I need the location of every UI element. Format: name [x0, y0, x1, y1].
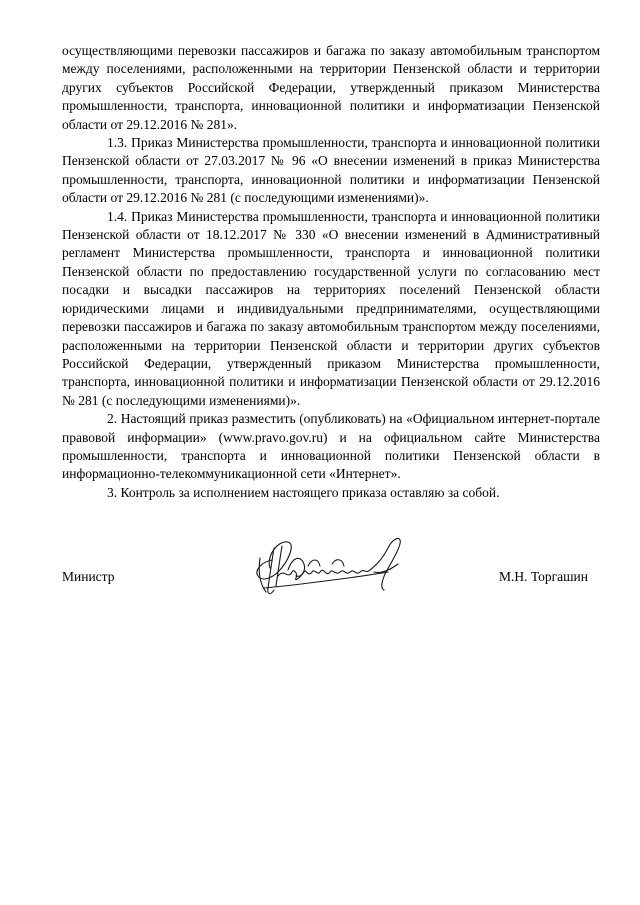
- signature-row: [62, 568, 600, 598]
- document-body: [62, 42, 600, 502]
- paragraph-continuation: осуществляющими перевозки пассажиров и багажа по заказу автомобильным транспортом между поселениями, расположенными на территории Пензенской области и территории других субъектов Российской Федерации, утвержденный приказом Министерства промышленности, транспорта, инновационной политики и информатизации Пензенской области от 29.12.2016 № 281».: [62, 43, 600, 132]
- paragraph-1-4: 1.4. Приказ Министерства промышленности, транспорта и инновационной политики Пензенской области от 18.12.2017 № 330 «О внесении изменений в Административный регламент Министерства промышленности, транспорта и инновационной политики Пензенской области по предоставлению государственной услуги по согласованию мест посадки и высадки пассажиров на территориях поселений Пензенской области юридическими лицами и индивидуальными предпринимателями, осуществляющими перевозки пассажиров и багажа по заказу автомобильным транспортом между поселениями, расположенными на территории Пензенской области и территории других субъектов Российской Федерации, утвержденный приказом Министерства промышленности, транспорта, инновационной политики и информатизации Пензенской области от 29.12.2016 № 281 (с последующими изменениями)».: [62, 208, 600, 408]
- signatory-title: Министр: [62, 569, 115, 584]
- paragraph-2: 2. Настоящий приказ разместить (опубликовать) на «Официальном интернет-портале правовой информации» (www.pravo.gov.ru) и на официальном сайте Министерства промышленности, транспорта и инновационной политики Пензенской области в информационно-телекоммуникационной сети «Интернет».: [62, 411, 600, 482]
- paragraph-1-3: 1.3. Приказ Министерства промышленности, транспорта и инновационной политики Пензенской области от 27.03.2017 № 96 «О внесении изменений в приказ Министерства промышленности, транспорта, инновационной политики и информатизации Пензенской области от 29.12.2016 № 281 (с последующими изменениями)».: [62, 135, 600, 206]
- signatory-name: М.Н. Торгашин: [499, 569, 588, 584]
- paragraph-3: 3. Контроль за исполнением настоящего приказа оставляю за собой.: [107, 484, 500, 500]
